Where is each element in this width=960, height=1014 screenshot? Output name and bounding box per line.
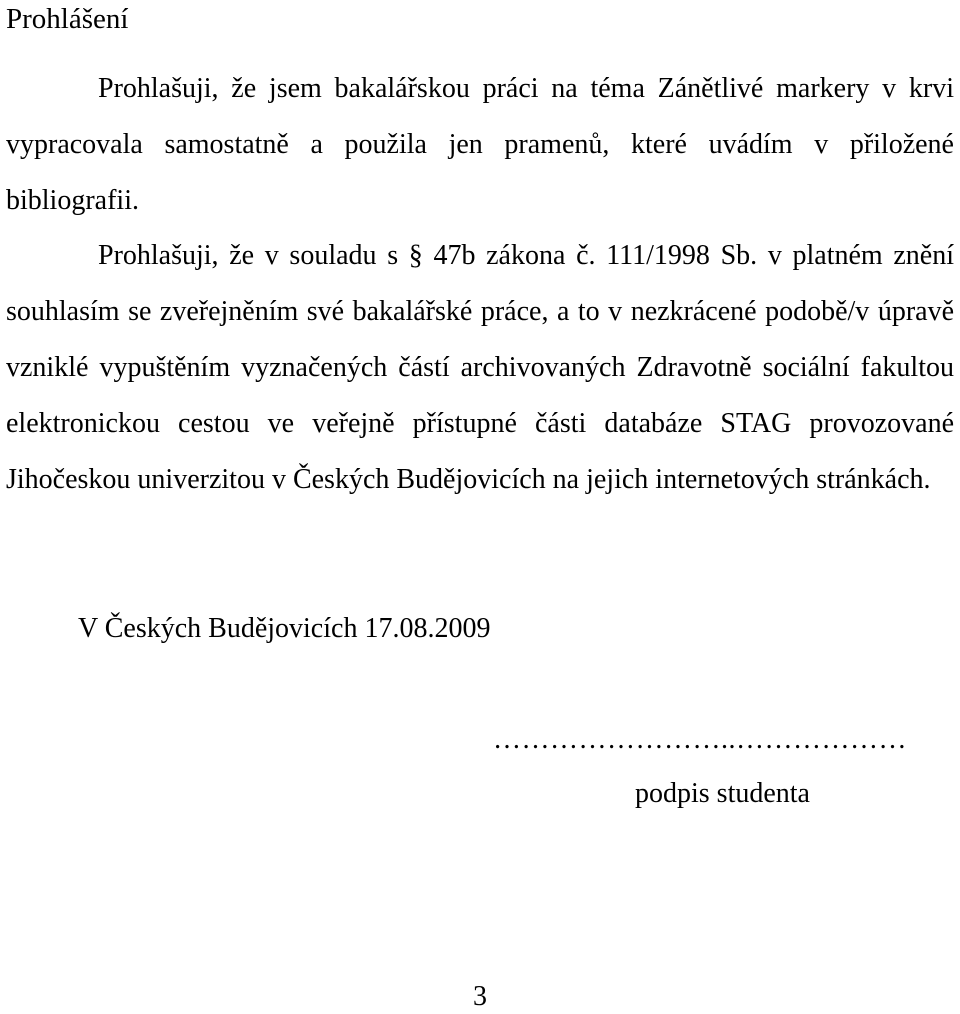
page-title: Prohlášení — [6, 3, 129, 35]
declaration-paragraph-publication: Prohlašuji, že v souladu s § 47b zákona č. 111/1998 Sb. v platném znění souhlasím se zveřejněním své bakalářské práce, a to v nezkrácené podobě/v úpravě vzniklé vypuštěním vyznačených částí archivovaných Zdravotně sociální fakultou elektronickou cestou ve veřejně přístupné části databáze STAG provozované Jihočeskou univerzitou v Českých Budějovicích na jejich internetových stránkách. — [6, 240, 954, 495]
signature-label: podpis studenta — [635, 778, 810, 809]
signature-line: ……………………..……………… — [493, 724, 907, 755]
place-and-date: V Českých Budějovicích 17.08.2009 — [78, 613, 491, 644]
page-number: 3 — [473, 981, 487, 1012]
declaration-paragraph-authorship: Prohlašuji, že jsem bakalářskou práci na téma Zánětlivé markery v krvi vypracovala samostatně a použila jen pramenů, které uvádím v přiložené bibliografii. — [6, 73, 954, 216]
